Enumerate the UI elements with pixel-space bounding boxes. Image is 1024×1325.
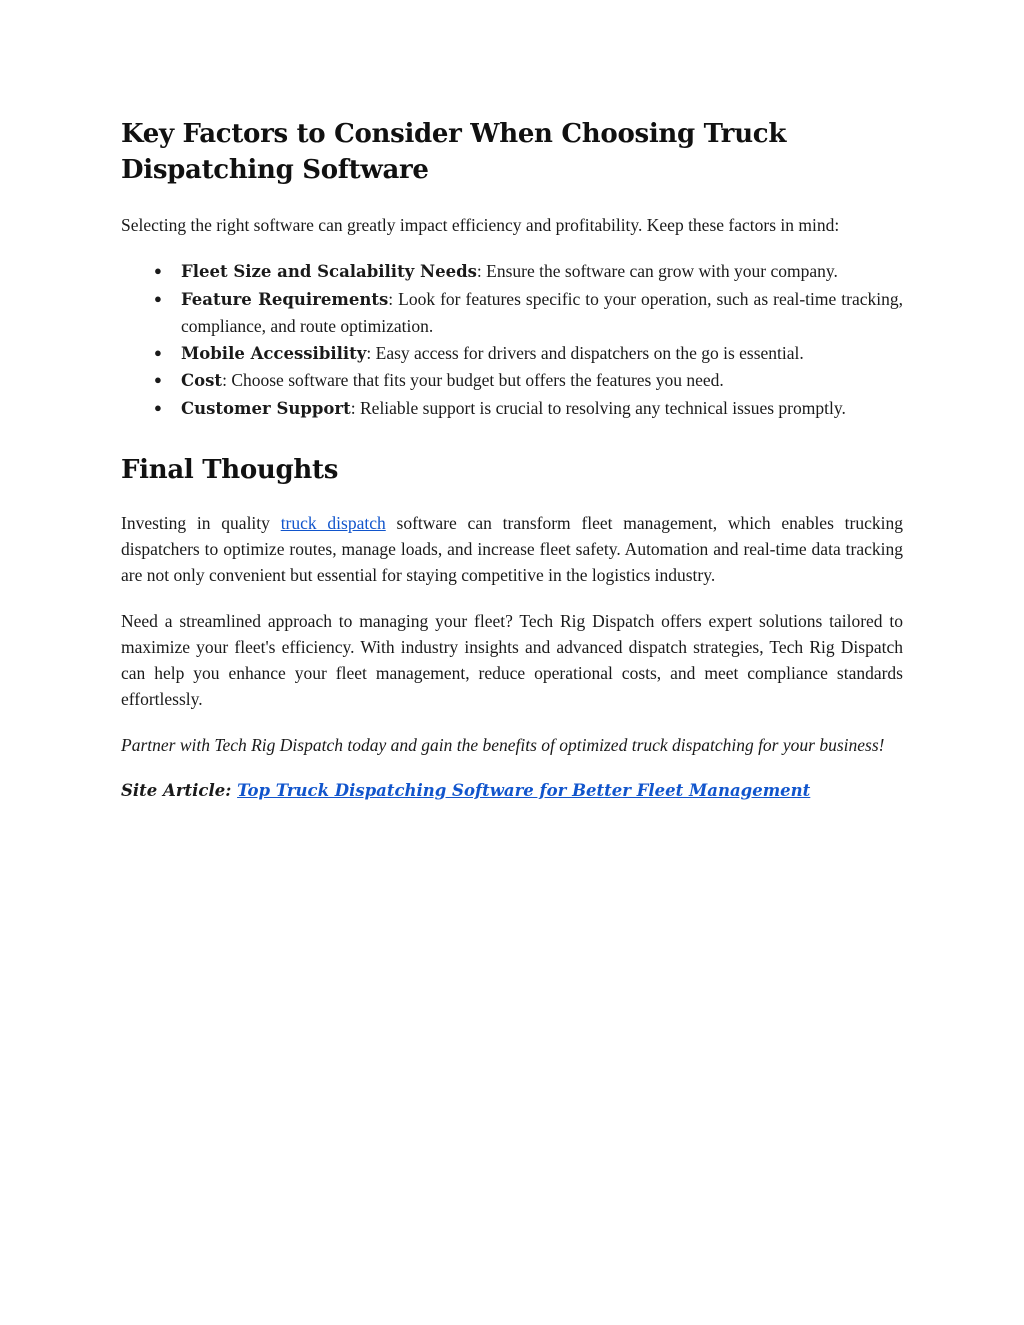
bullet-icon: ●	[154, 263, 162, 278]
list-item	[121, 258, 903, 286]
factor-separator: :	[476, 261, 487, 281]
factor-term: Mobile Accessibility	[181, 343, 367, 363]
factor-description: Ensure the software can grow with your company.	[486, 261, 838, 281]
need-paragraph: Need a streamlined approach to managing your fleet? Tech Rig Dispatch offers expert solutions tailored to maximize your fleet's efficiency. With industry insights and advanced dispatch strategies, Tech Rig Dispatch can help you enhance your fleet management, reduce operational costs, and meet compliance standards effortlessly.	[121, 611, 903, 709]
heading-key-factors: Key Factors to Consider When Choosing Truck Dispatching Software	[121, 119, 787, 185]
invest-text-before: Investing in quality	[121, 513, 281, 533]
bullet-icon: ●	[154, 372, 162, 387]
site-article-label: Site Article:	[121, 781, 232, 800]
factor-description: Easy access for drivers and dispatchers on the go is essential.	[375, 342, 804, 363]
invest-paragraph	[121, 510, 903, 588]
factor-separator: :	[222, 370, 232, 390]
bullet-icon: ●	[154, 290, 162, 306]
list-item	[121, 367, 903, 395]
list-item	[121, 286, 903, 340]
factor-description: Reliable support is crucial to resolving any technical issues promptly.	[360, 397, 846, 418]
factor-description: Choose software that fits your budget but offers the features you need.	[231, 370, 724, 390]
list-item	[121, 395, 903, 423]
factor-separator: :	[350, 397, 360, 418]
list-item	[121, 340, 903, 368]
heading-final-thoughts: Final Thoughts	[121, 455, 339, 485]
bullet-icon: ●	[154, 344, 162, 360]
site-article-line	[121, 778, 903, 804]
factors-list	[121, 258, 903, 422]
intro-paragraph: Selecting the right software can greatly impact efficiency and profitability. Keep these factors in mind:	[121, 215, 840, 235]
document-body	[121, 116, 903, 804]
factor-separator: :	[366, 342, 376, 363]
invest-text-after: software can transform fleet management, which enables trucking dispatchers to optimize routes, manage loads, and increase fleet safety. Automation and real-time data tracking are not only convenient but essential for staying competitive in the logistics industry.	[121, 513, 903, 585]
factor-separator: :	[388, 288, 399, 309]
factor-term: Fleet Size and Scalability Needs	[181, 262, 477, 281]
factor-term: Cost	[181, 371, 223, 390]
bullet-icon: ●	[154, 399, 162, 415]
factor-description: Look for features specific to your operation, such as real-time tracking, compliance, and route optimization.	[181, 288, 904, 336]
truck-dispatch-link[interactable]: truck dispatch	[280, 513, 386, 533]
partner-paragraph: Partner with Tech Rig Dispatch today and gain the benefits of optimized truck dispatching for your business!	[121, 735, 885, 755]
factor-term: Feature Requirements	[181, 289, 389, 309]
factor-term: Customer Support	[181, 398, 351, 418]
site-article-link[interactable]: Top Truck Dispatching Software for Better Fleet Management	[237, 781, 811, 800]
